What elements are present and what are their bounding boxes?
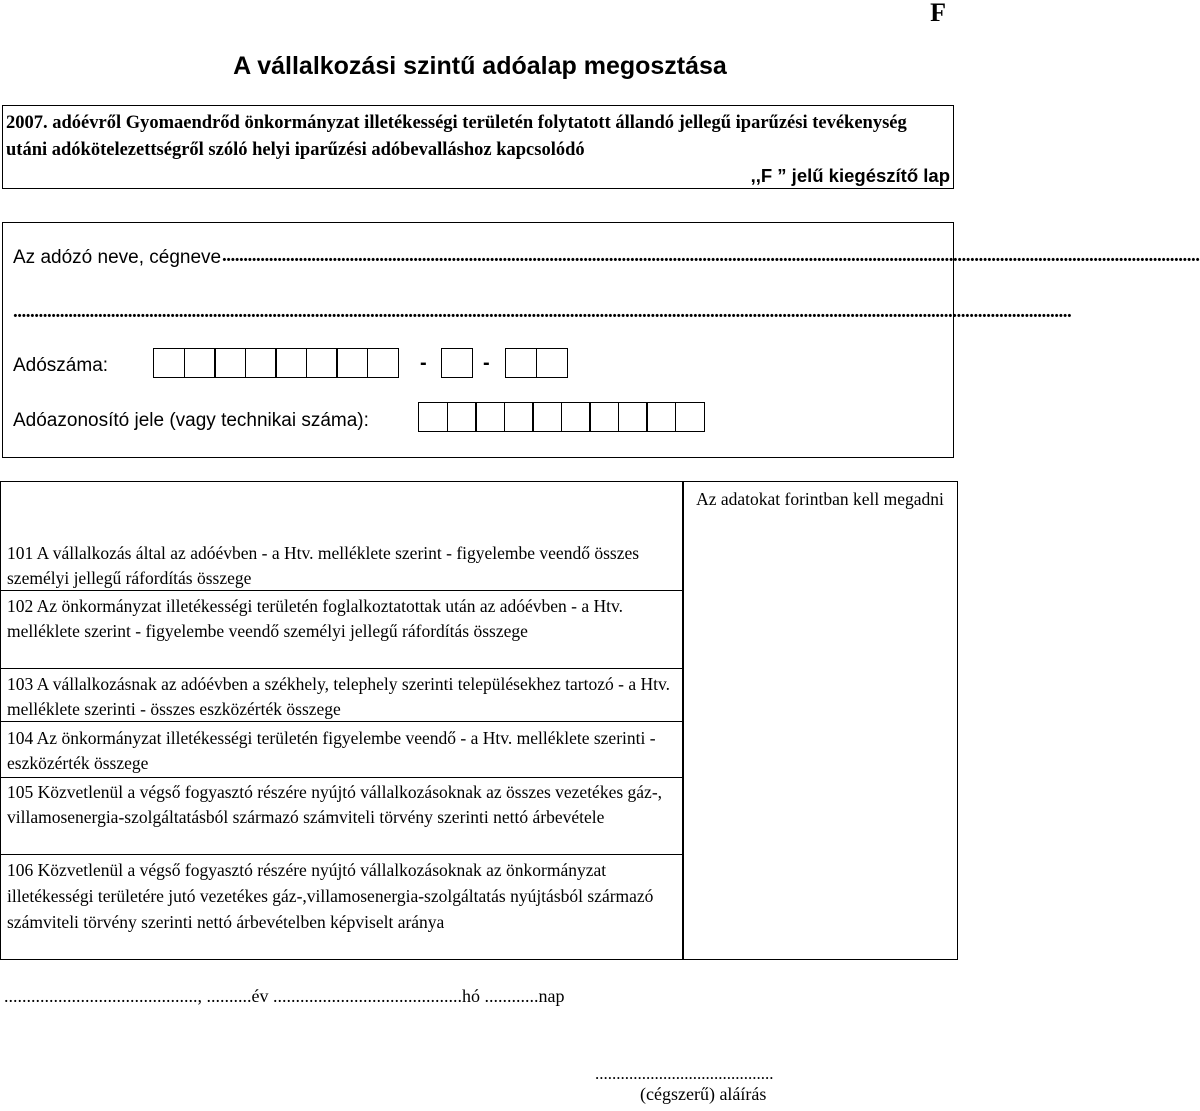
digit-cell[interactable]	[214, 348, 246, 378]
tax-number-dash-2: -	[483, 352, 490, 374]
digit-cell[interactable]	[618, 402, 648, 432]
date-line[interactable]: ..........................................., ..........év ..........................................hó ............nap	[4, 986, 565, 1006]
tax-number-vat-cell[interactable]	[441, 348, 472, 378]
digit-cell[interactable]	[336, 348, 368, 378]
supplement-sheet-label: ,,F ” jelű kiegészítő lap	[750, 165, 950, 186]
table-row-105: 105 Közvetlenül a végső fogyasztó részére nyújtó vállalkozásoknak az összes vezetékes gáz-, villamosenergia-szolgáltatásból származó számviteli törvény szerinti nettó árbevétele	[7, 782, 663, 827]
table-row-103: 103 A vállalkozásnak az adóévben a székhely, telephely szerinti településekhez tartozó - a Htv. melléklete szerinti - összes eszközérték összege	[7, 674, 670, 719]
page-title: A vállalkozási szintű adóalap megosztása	[233, 52, 727, 80]
digit-cell[interactable]	[536, 348, 568, 378]
digit-cell[interactable]	[367, 348, 399, 378]
digit-cell[interactable]	[245, 348, 277, 378]
digit-cell[interactable]	[418, 402, 448, 432]
digit-cell[interactable]	[306, 348, 338, 378]
row-separator	[0, 854, 682, 855]
table-row-102: 102 Az önkormányzat illetékességi területén foglalkoztatottak után az adóévben - a Htv. melléklete szerint - figyelembe veendő személyi jellegű ráfordítás összege	[7, 596, 624, 641]
table-row-106: 106 Közvetlenül a végső fogyasztó részére nyújtó vállalkozásoknak az önkormányzat illetékességi területére jutó vezetékes gáz-,villamosenergia-szolgáltatás nyújtásból származó számviteli törvény szerinti nettó árbevételben képviselt aránya	[7, 860, 654, 932]
digit-cell[interactable]	[505, 348, 537, 378]
row-separator	[0, 777, 682, 778]
digit-cell[interactable]	[561, 402, 591, 432]
digit-cell[interactable]	[646, 402, 676, 432]
taxpayer-name-label: Az adózó neve, cégneve	[13, 247, 222, 268]
digit-cell[interactable]	[675, 402, 705, 432]
table-row-104: 104 Az önkormányzat illetékességi területén figyelembe veendő - a Htv. melléklete szerinti - eszközérték összege	[7, 728, 656, 773]
table-row-101: 101 A vállalkozás által az adóévben - a Htv. melléklete szerint - figyelembe veendő összes személyi jellegű ráfordítás összege	[7, 543, 640, 588]
row-separator	[0, 668, 682, 669]
digit-cell[interactable]	[504, 402, 534, 432]
row-separator	[0, 590, 682, 591]
digit-cell[interactable]	[184, 348, 216, 378]
taxpayer-name-field[interactable]: ......................................................................................................................................................................................................................................	[222, 245, 1200, 266]
amount-column-header: Az adatokat forintban kell megadni	[696, 489, 944, 509]
tax-id-cells[interactable]	[418, 402, 703, 432]
column-divider	[682, 481, 684, 960]
row-separator	[0, 721, 682, 722]
taxpayer-name-field-continued[interactable]: .........................................................................................................................................................................................................................................................	[13, 301, 1072, 322]
digit-cell[interactable]	[475, 402, 505, 432]
tax-id-label: Adóazonosító jele (vagy technikai száma):	[13, 410, 369, 431]
digit-cell[interactable]	[532, 402, 562, 432]
tax-number-label: Adószáma:	[13, 355, 109, 376]
digit-cell[interactable]	[441, 348, 473, 378]
digit-cell[interactable]	[153, 348, 185, 378]
form-letter-label: F	[930, 0, 946, 27]
tax-number-county-cells[interactable]	[505, 348, 566, 378]
digit-cell[interactable]	[447, 402, 477, 432]
tax-number-main-cells[interactable]	[153, 348, 397, 378]
digit-cell[interactable]	[275, 348, 307, 378]
digit-cell[interactable]	[589, 402, 619, 432]
tax-number-dash-1: -	[420, 352, 427, 374]
header-description: 2007. adóévről Gyomaendrőd önkormányzat illetékességi területén folytatott állandó jellegű iparűzési tevékenység utáni adókötelezettségről szóló helyi iparűzési adóbevalláshoz kapcsolódó	[6, 113, 907, 160]
signature-label: (cégszerű) aláírás	[640, 1084, 767, 1104]
signature-line[interactable]: ..........................................	[595, 1064, 774, 1083]
